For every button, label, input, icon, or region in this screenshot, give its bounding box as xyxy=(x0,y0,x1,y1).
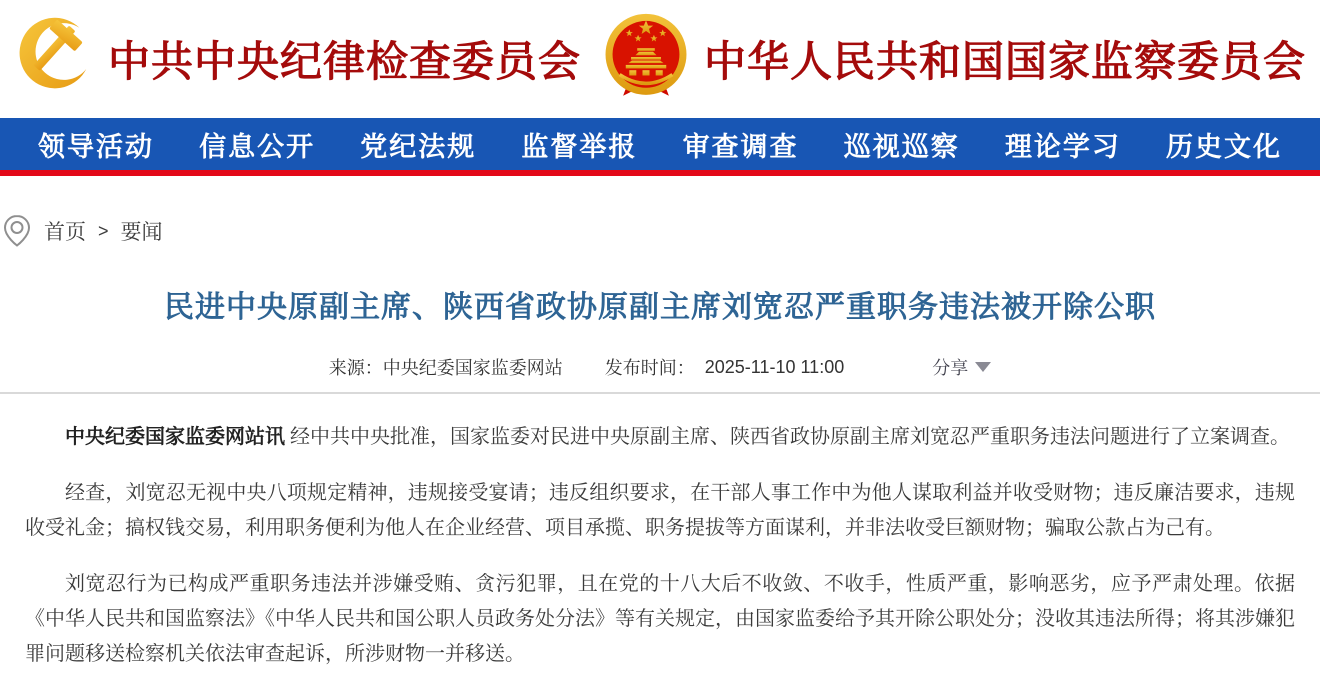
paragraph-3 xyxy=(25,567,1295,672)
breadcrumb-separator: > xyxy=(98,220,109,241)
chevron-down-icon xyxy=(975,362,991,372)
nav-item-leadership[interactable]: 领导活动 xyxy=(38,131,154,162)
nav-item-history[interactable]: 历史文化 xyxy=(1165,131,1282,162)
main-nav xyxy=(0,118,1320,170)
breadcrumb xyxy=(2,214,1320,248)
breadcrumb-home[interactable]: 首页 xyxy=(44,221,86,244)
nav-item-info-public[interactable]: 信息公开 xyxy=(199,131,316,162)
article-body xyxy=(0,394,1320,672)
share-label: 分享 xyxy=(932,358,969,378)
article-title: 民进中央原副主席、陕西省政协原副主席刘宽忍严重职务违法被开除公职 xyxy=(164,291,1156,324)
article-source xyxy=(329,354,563,380)
national-emblem-icon xyxy=(602,13,690,106)
nav-item-theory[interactable]: 理论学习 xyxy=(1004,131,1121,162)
paragraph-2 xyxy=(25,476,1295,546)
party-emblem-icon xyxy=(8,14,94,105)
paragraph-3-text: 刘宽忍行为已构成严重职务违法并涉嫌受贿、贪污犯罪，且在党的十八大后不收敛、不收手，性质严重，影响恶劣，应予严肃处理。依据《中华人民共和国监察法》《中华人民共和国公职人员政务处分法》等有关规定，由国家监委给予其开除公职处分；没收其违法所得；将其涉嫌犯罪问题移送检察机关依法审查起诉，所涉财物一并移送。 xyxy=(25,573,1295,665)
nav-item-report[interactable]: 监督举报 xyxy=(521,131,638,162)
article-meta xyxy=(0,354,1320,380)
nav-item-inspection[interactable]: 巡视巡察 xyxy=(843,131,960,162)
location-pin-icon xyxy=(2,214,32,248)
paragraph-1-text: 经中共中央批准，国家监委对民进中央原副主席、陕西省政协原副主席刘宽忍严重职务违法问题进行了立案调查。 xyxy=(285,426,1290,448)
breadcrumb-current[interactable]: 要闻 xyxy=(120,221,163,244)
time-value: 2025-11-10 11:00 xyxy=(704,356,845,377)
paragraph-1 xyxy=(25,420,1295,455)
nav-item-regulations[interactable]: 党纪法规 xyxy=(360,131,477,162)
paragraph-1-lead: 中央纪委国家监委网站讯 xyxy=(65,426,285,448)
site-header xyxy=(0,0,1320,118)
nav-item-investigation[interactable]: 审查调查 xyxy=(682,131,799,162)
paragraph-2-text: 经查，刘宽忍无视中央八项规定精神，违规接受宴请；违反组织要求，在干部人事工作中为他人谋取利益并收受财物；违反廉洁要求，违规收受礼金；搞权钱交易，利用职务便利为他人在企业经营、项目承揽、职务提拔等方面谋利，并非法收受巨额财物；骗取公款占为己有。 xyxy=(25,482,1295,539)
brand-nsc[interactable] xyxy=(602,13,1306,106)
time-label: 发布时间： xyxy=(604,358,695,378)
article-publish-time xyxy=(605,354,844,380)
brand-ccdi-title: 中共中央纪律检查委员会 xyxy=(108,40,582,86)
source-value: 中央纪委国家监委网站 xyxy=(382,358,563,378)
share-button[interactable] xyxy=(932,354,991,380)
red-accent-line xyxy=(0,170,1320,176)
source-label: 来源： xyxy=(328,358,383,378)
brand-nsc-title: 中华人民共和国国家监察委员会 xyxy=(703,40,1306,86)
brand-ccdi[interactable] xyxy=(8,14,581,105)
